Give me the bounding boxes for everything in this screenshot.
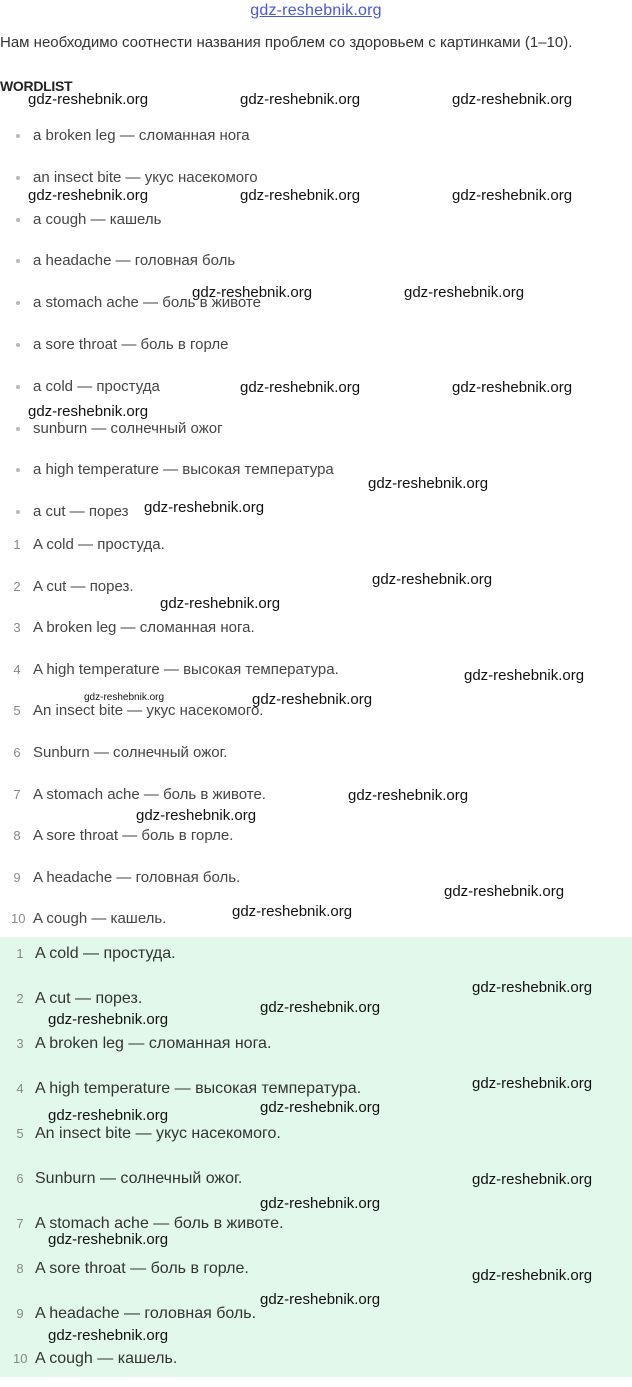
answer-text: A cough — кашель. <box>33 910 167 928</box>
answer-text: An insect bite — укус насекомого. <box>33 702 264 720</box>
answer-number: 6 <box>13 744 21 760</box>
bullet-icon <box>16 176 20 180</box>
wordlist-text: a broken leg — сломанная нога <box>33 127 250 144</box>
bullet-icon <box>16 385 20 389</box>
site-title[interactable]: gdz-reshebnik.org <box>250 2 382 19</box>
answer-number: 5 <box>16 1126 24 1141</box>
answer-text: A headache — головная боль. <box>35 1305 257 1322</box>
watermark: gdz-reshebnik.org <box>472 1267 593 1284</box>
answer-number: 1 <box>16 946 24 961</box>
wordlist-item <box>0 283 632 325</box>
answer-item <box>0 568 632 610</box>
answer-number: 9 <box>16 1306 24 1321</box>
answer-text: An insect bite — укус насекомого. <box>35 1125 281 1142</box>
bullet-icon <box>16 427 20 431</box>
watermark: gdz-reshebnik.org <box>372 571 493 588</box>
wordlist-text: a cut — порез <box>33 503 129 521</box>
task-text: Нам необходимо соотнести названия проблем со здоровьем с картинками (1–10). <box>0 34 573 51</box>
wordlist-item <box>0 200 632 242</box>
wordlist-text: an insect bite — укус насекомого <box>33 168 258 186</box>
watermark: gdz-reshebnik.org <box>472 1075 593 1092</box>
answer-list <box>0 526 632 942</box>
watermark: gdz-reshebnik.org <box>260 1291 381 1308</box>
answer-box-item <box>0 1027 632 1072</box>
answer-text: A high temperature — высокая температура. <box>33 660 339 678</box>
answer-text: A broken leg — сломанная нога. <box>35 1035 272 1052</box>
watermark: gdz-reshebnik.org <box>192 284 313 301</box>
watermark: gdz-reshebnik.org <box>452 187 573 204</box>
answer-item <box>0 817 632 859</box>
watermark: gdz-reshebnik.org <box>472 979 593 996</box>
watermark: gdz-reshebnik.org <box>260 1195 381 1212</box>
answer-text: Sunburn — солнечный ожог. <box>33 743 228 761</box>
answer-text: A sore throat — боль в горле. <box>35 1260 249 1277</box>
watermark: gdz-reshebnik.org <box>444 883 565 900</box>
wordlist-text: sunburn — солнечный ожог <box>33 419 223 437</box>
watermark: gdz-reshebnik.org <box>368 475 489 492</box>
answer-item <box>0 609 632 651</box>
watermark: gdz-reshebnik.org <box>348 787 469 804</box>
answer-text: A broken leg — сломанная нога. <box>33 619 255 637</box>
answer-number: 8 <box>13 828 21 844</box>
answer-number: 4 <box>13 661 21 677</box>
answer-text: A high temperature — высокая температура. <box>35 1080 362 1097</box>
bullet-icon <box>16 259 20 263</box>
answer-number: 10 <box>11 911 26 927</box>
watermark: gdz-reshebnik.org <box>232 903 353 920</box>
bullet-icon <box>16 343 20 347</box>
bullet-icon <box>16 134 20 138</box>
watermark: gdz-reshebnik.org <box>48 1231 169 1248</box>
answer-number: 4 <box>16 1081 24 1096</box>
wordlist-item <box>0 450 632 492</box>
answer-box-item <box>0 1342 632 1387</box>
wordlist-item <box>0 241 632 283</box>
answer-number: 7 <box>13 786 21 802</box>
answer-number: 1 <box>13 537 21 552</box>
watermark: gdz-reshebnik.org <box>472 1171 593 1188</box>
watermark: gdz-reshebnik.org <box>252 691 373 708</box>
wordlist-text: a sore throat — боль в горле <box>33 335 229 353</box>
answer-number: 3 <box>13 620 21 636</box>
watermark: gdz-reshebnik.org <box>240 379 361 396</box>
watermark: gdz-reshebnik.org <box>28 91 149 108</box>
watermark: gdz-reshebnik.org <box>240 91 361 108</box>
answer-text: A stomach ache — боль в животе. <box>33 785 266 803</box>
answer-text: A cut — порез. <box>33 577 134 595</box>
answer-text: Sunburn — солнечный ожог. <box>35 1170 243 1187</box>
answer-text: A headache — головная боль. <box>33 868 241 886</box>
watermark: gdz-reshebnik.org <box>136 807 257 824</box>
watermark: gdz-reshebnik.org <box>260 1099 381 1116</box>
answer-text: A cold — простуда. <box>35 945 176 962</box>
watermark: gdz-reshebnik.org <box>404 284 525 301</box>
watermark: gdz-reshebnik.org <box>84 692 165 703</box>
answer-number: 2 <box>13 578 21 594</box>
watermark: gdz-reshebnik.org <box>452 91 573 108</box>
wordlist-text: a cold — простуда <box>33 377 160 395</box>
wordlist-text: a headache — головная боль <box>33 252 236 270</box>
answer-text: A cough — кашель. <box>35 1350 178 1367</box>
wordlist-item <box>0 116 632 158</box>
answer-item <box>0 526 632 568</box>
answer-number: 2 <box>16 991 24 1006</box>
answer-number: 10 <box>13 1351 28 1366</box>
wordlist-text: a cough — кашель <box>33 210 162 228</box>
answer-number: 3 <box>16 1036 24 1051</box>
answer-box-item <box>0 937 632 982</box>
bullet-icon <box>16 510 20 514</box>
watermark: gdz-reshebnik.org <box>48 1011 169 1028</box>
watermark: gdz-reshebnik.org <box>260 999 381 1016</box>
watermark: gdz-reshebnik.org <box>28 187 149 204</box>
wordlist-item <box>0 325 632 367</box>
watermark: gdz-reshebnik.org <box>144 499 265 516</box>
watermark: gdz-reshebnik.org <box>464 667 585 684</box>
watermark: gdz-reshebnik.org <box>160 595 281 612</box>
answer-number: 5 <box>13 703 21 719</box>
answer-number: 9 <box>13 869 21 885</box>
watermark: gdz-reshebnik.org <box>48 1107 169 1124</box>
answer-item <box>0 734 632 776</box>
bullet-icon <box>16 218 20 222</box>
watermark: gdz-reshebnik.org <box>452 379 573 396</box>
answer-item <box>0 776 632 818</box>
answer-number: 8 <box>16 1261 24 1276</box>
answer-text: A stomach ache — боль в животе. <box>35 1215 284 1232</box>
wordlist-title: WORDLIST <box>0 78 73 94</box>
wordlist-text: a high temperature — высокая температура <box>33 461 334 479</box>
bullet-icon <box>16 468 20 472</box>
answer-number: 7 <box>16 1216 24 1231</box>
bullet-icon <box>16 301 20 305</box>
wordlist-text: a stomach ache — боль в животе <box>33 294 261 312</box>
watermark: gdz-reshebnik.org <box>48 1327 169 1344</box>
answer-text: A cut — порез. <box>35 990 143 1007</box>
answer-text: A cold — простуда. <box>33 536 165 553</box>
watermark: gdz-reshebnik.org <box>240 187 361 204</box>
watermark: gdz-reshebnik.org <box>28 403 149 420</box>
answer-number: 6 <box>16 1171 24 1186</box>
wordlist <box>0 116 632 534</box>
answer-text: A sore throat — боль в горле. <box>33 827 234 845</box>
